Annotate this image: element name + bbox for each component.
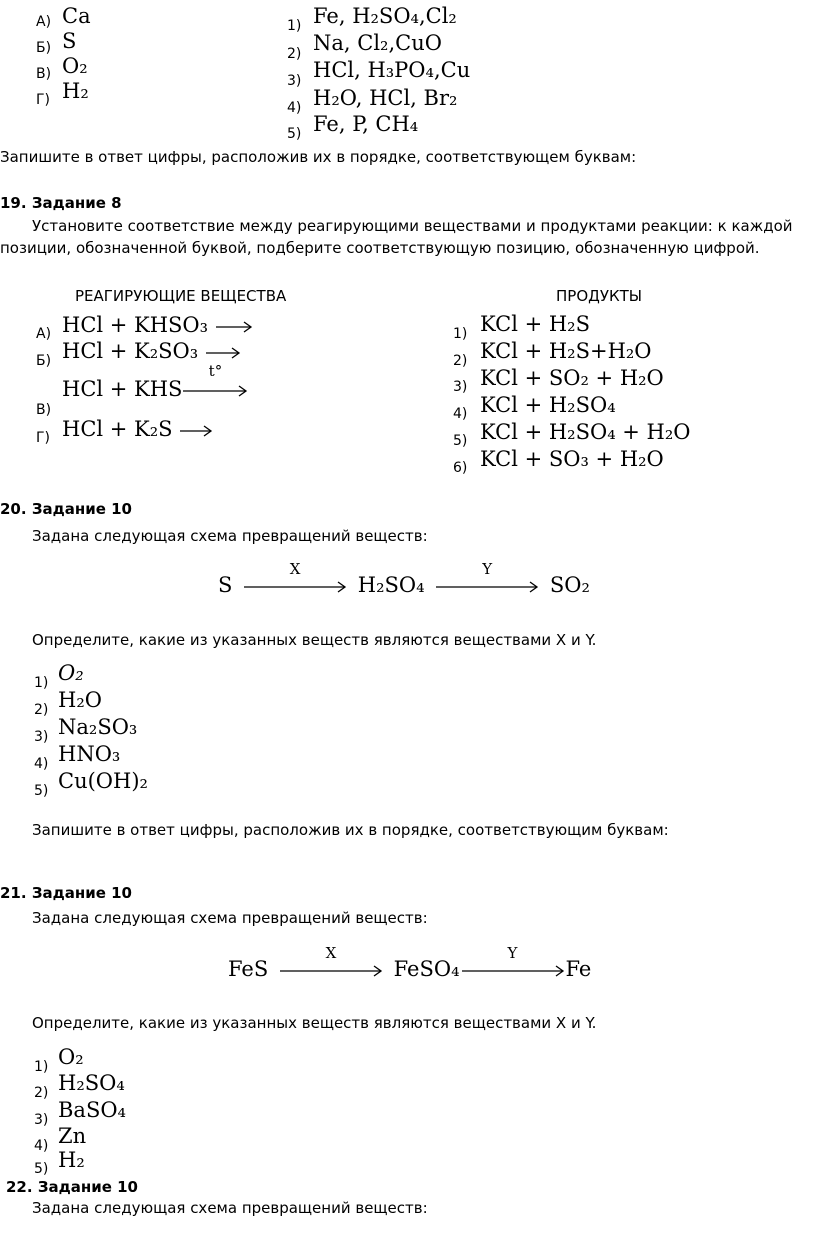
task-number: 22. (6, 1178, 33, 1196)
option-formula: H₂O, HCl, Br₂ (313, 86, 458, 110)
task-title: Задание 10 (37, 1178, 138, 1196)
option-label: 5) (34, 1161, 49, 1177)
option-formula: H₂ (58, 1148, 85, 1172)
product-label: 2) (453, 353, 468, 369)
reactant-label: В) (36, 402, 52, 418)
letter-formula: H₂ (62, 79, 89, 103)
option-formula: HCl, H₃PO₄,Cu (313, 58, 471, 82)
task22-heading (6, 1178, 138, 1196)
task-title: Задание 10 (31, 500, 132, 518)
task19-heading (0, 194, 122, 212)
reaction-arrow (182, 361, 248, 398)
reactant-formula: HCl + K₂SO₃ (62, 339, 199, 363)
reactant-formula: HCl + KHSO₃ (62, 313, 209, 337)
task20-intro: Задана следующая схема превращений веществ: (32, 527, 428, 545)
letter-formula: Ca (62, 4, 91, 28)
scheme-start: S (218, 573, 233, 597)
option-label: 3) (287, 73, 302, 89)
reaction-arrow (215, 320, 253, 334)
task21-heading (0, 884, 132, 902)
scheme-label-y: Y (482, 559, 493, 578)
scheme-arrow-x (243, 559, 347, 594)
scheme-arrow-y (461, 943, 565, 978)
option-label: 2) (34, 702, 49, 718)
product-formula: KCl + H₂SO₄ + H₂O (480, 420, 691, 444)
scheme-end: SO₂ (549, 573, 590, 597)
task21-intro: Задана следующая схема превращений веществ: (32, 909, 428, 927)
reactants-header: РЕАГИРУЮЩИЕ ВЕЩЕСТВА (75, 287, 287, 305)
reactant-item (62, 339, 241, 363)
task-number: 19. (0, 194, 27, 212)
product-formula: KCl + H₂S (480, 312, 590, 336)
scheme-arrow-y (435, 559, 539, 594)
option-label: 4) (287, 100, 302, 116)
option-formula: H₂O (58, 688, 102, 712)
task20-scheme (218, 559, 590, 597)
reactant-item (62, 361, 248, 401)
task21-scheme (228, 943, 592, 981)
scheme-middle: FeSO₄ (393, 957, 460, 981)
letter-label: Б) (36, 40, 52, 56)
task21-question: Определите, какие из указанных веществ являются веществами X и Y. (32, 1014, 597, 1032)
reaction-condition: t° (208, 361, 223, 380)
reactant-item (62, 417, 213, 441)
task22-intro: Задана следующая схема превращений веществ: (32, 1199, 428, 1217)
option-formula: Na₂SO₃ (58, 715, 138, 739)
letter-label: Г) (36, 92, 50, 108)
task18-answer-note: Запишите в ответ цифры, расположив их в порядке, соответствующем буквам: (0, 148, 637, 166)
product-formula: KCl + H₂S+H₂O (480, 339, 652, 363)
option-formula: Cu(OH)₂ (58, 769, 148, 793)
task20-question: Определите, какие из указанных веществ являются веществами X и Y. (32, 631, 597, 649)
option-formula: HNO₃ (58, 742, 121, 766)
letter-formula: O₂ (62, 54, 88, 78)
product-label: 6) (453, 460, 468, 476)
reactant-label: А) (36, 326, 52, 342)
task19-instruction-line1: Установите соответствие между реагирующими веществами и продуктами реакции: к каждой (32, 217, 793, 235)
option-formula: H₂SO₄ (58, 1071, 125, 1095)
scheme-start: FeS (228, 957, 269, 981)
task20-answer-note: Запишите в ответ цифры, расположив их в порядке, соответствующим буквам: (32, 821, 669, 839)
reactant-label: Б) (36, 353, 52, 369)
task-number: 21. (0, 884, 27, 902)
reactant-formula: HCl + KHS (62, 377, 183, 401)
option-label: 5) (34, 783, 49, 799)
task20-heading (0, 500, 132, 518)
product-label: 5) (453, 433, 468, 449)
option-formula: Fe, H₂SO₄,Cl₂ (313, 4, 457, 28)
product-formula: KCl + H₂SO₄ (480, 393, 616, 417)
product-label: 3) (453, 379, 468, 395)
option-label: 5) (287, 126, 302, 142)
option-formula: O₂ (58, 1045, 84, 1069)
scheme-label-x: X (325, 943, 337, 962)
product-label: 1) (453, 326, 468, 342)
product-label: 4) (453, 406, 468, 422)
reactant-item (62, 313, 253, 337)
product-formula: KCl + SO₃ + H₂O (480, 447, 664, 471)
task-title: Задание 10 (31, 884, 132, 902)
option-formula: BaSO₄ (58, 1098, 126, 1122)
option-label: 1) (34, 675, 49, 691)
reactant-label: Г) (36, 430, 50, 446)
letter-label: В) (36, 66, 52, 82)
option-formula: O₂ (58, 661, 84, 685)
scheme-label-y: Y (507, 943, 518, 962)
reaction-arrow (205, 346, 241, 360)
reaction-arrow (179, 424, 213, 438)
option-label: 2) (34, 1085, 49, 1101)
task19-instruction-line2: позиции, обозначенной буквой, подберите соответствующую позицию, обозначенную цифрой. (0, 239, 760, 257)
reactant-formula: HCl + K₂S (62, 417, 173, 441)
option-label: 1) (34, 1059, 49, 1075)
scheme-label-x: X (289, 559, 301, 578)
task-title: Задание 8 (31, 194, 122, 212)
option-label: 4) (34, 1138, 49, 1154)
letter-label: А) (36, 14, 52, 30)
option-formula: Zn (58, 1124, 87, 1148)
task-number: 20. (0, 500, 27, 518)
option-label: 4) (34, 756, 49, 772)
letter-formula: S (62, 29, 77, 53)
option-label: 3) (34, 1112, 49, 1128)
products-header: ПРОДУКТЫ (556, 287, 643, 305)
option-label: 2) (287, 46, 302, 62)
scheme-end: Fe (565, 957, 592, 981)
option-label: 1) (287, 18, 302, 34)
scheme-arrow-x (279, 943, 383, 978)
option-formula: Fe, P, CH₄ (313, 112, 419, 136)
product-formula: KCl + SO₂ + H₂O (480, 366, 664, 390)
option-label: 3) (34, 729, 49, 745)
scheme-middle: H₂SO₄ (357, 573, 425, 597)
option-formula: Na, Cl₂,CuO (313, 31, 442, 55)
